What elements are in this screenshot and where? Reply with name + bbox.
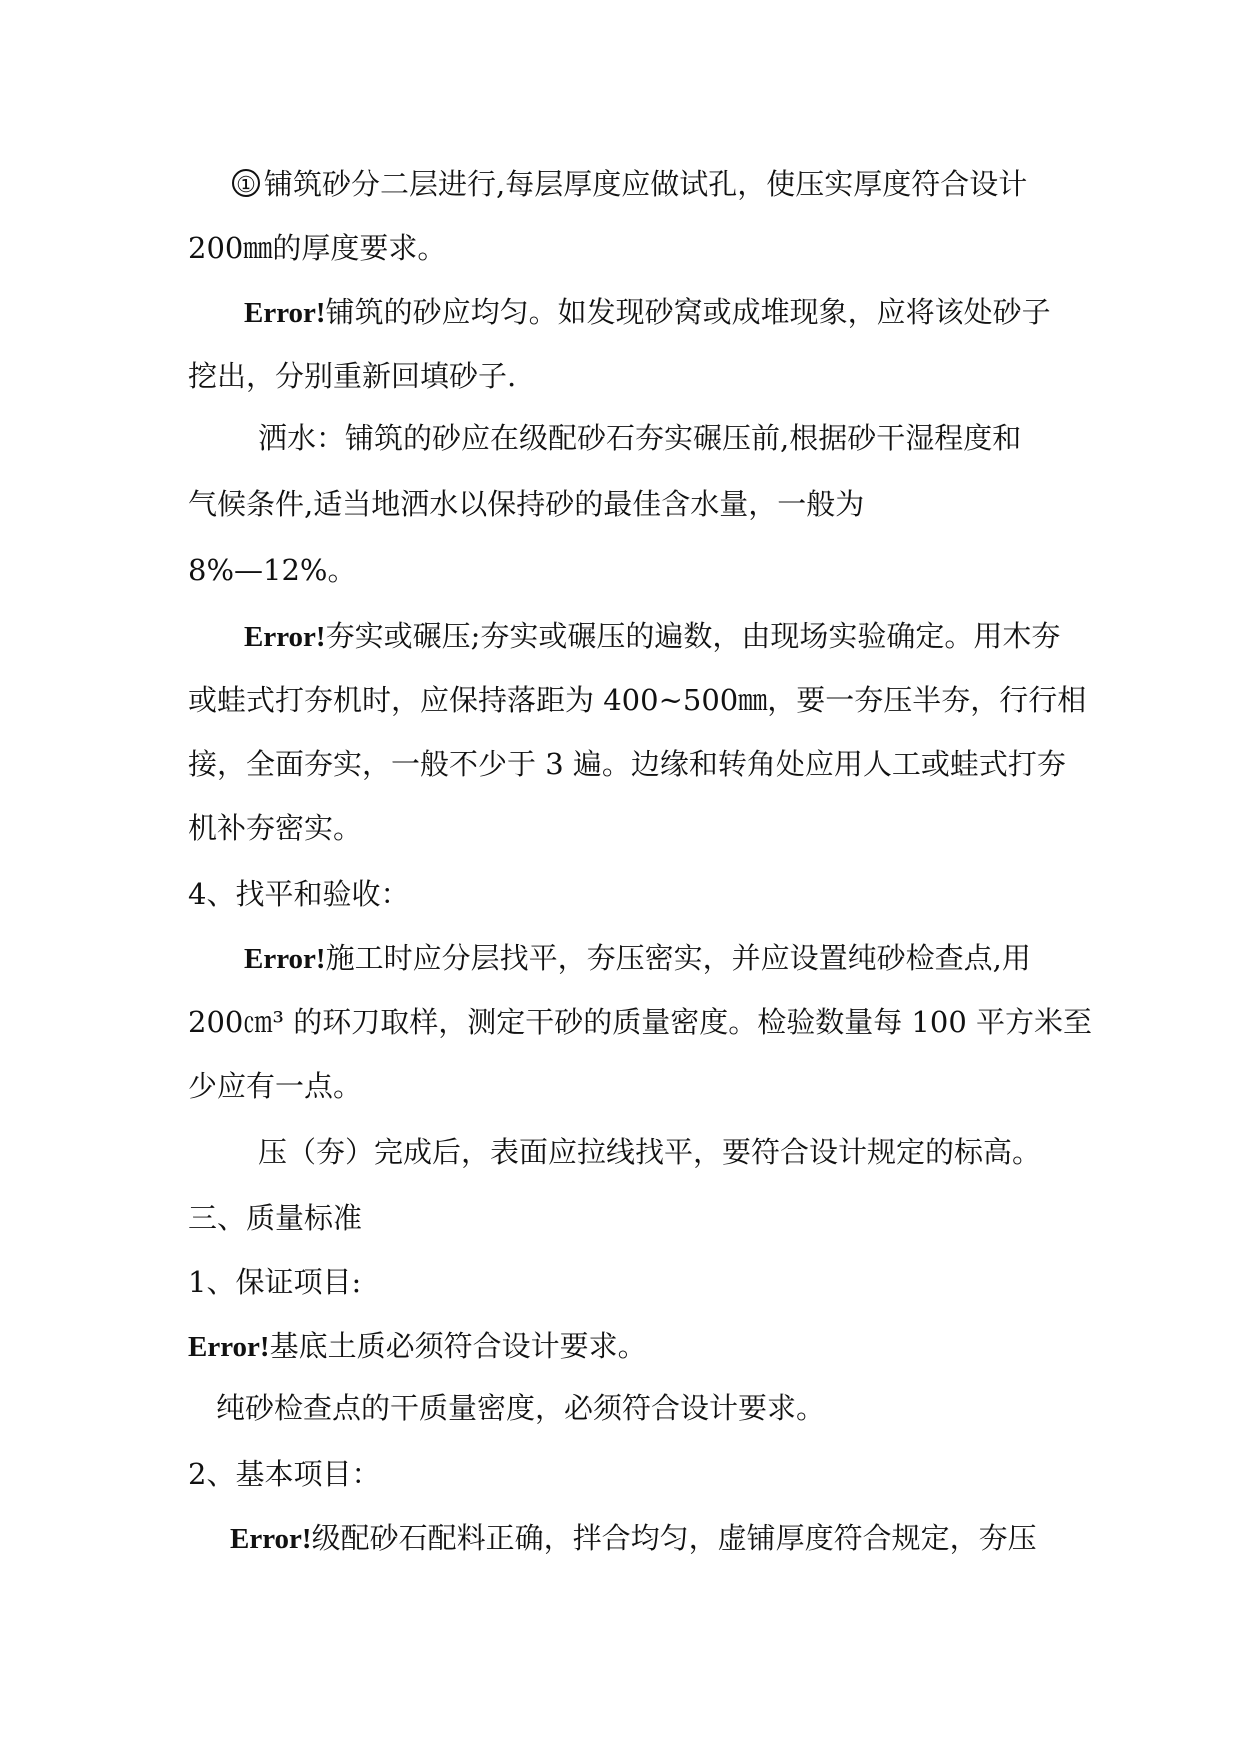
- paragraph-line: [188, 810, 362, 846]
- error-marker: Error!: [244, 297, 326, 329]
- line-text: 200㎝³ 的环刀取样，测定干砂的质量密度。检验数量每 100 平方米至: [188, 1005, 1092, 1039]
- line-text: 铺筑的砂应均匀。如发现砂窝或成堆现象，应将该处砂子: [325, 295, 1051, 329]
- line-text: 200㎜的厚度要求。: [188, 231, 447, 265]
- paragraph-line: [258, 1134, 1041, 1170]
- paragraph-line: [258, 420, 1021, 456]
- error-marker: Error!: [188, 1331, 270, 1363]
- paragraph-line: [244, 294, 1051, 331]
- line-text: 2、基本项目：: [188, 1457, 381, 1491]
- paragraph-line: [216, 1390, 825, 1426]
- line-text: 8%—12%。: [188, 553, 357, 587]
- line-text: 少应有一点。: [188, 1069, 363, 1103]
- paragraph-line: [188, 230, 446, 266]
- paragraph-line: [230, 1520, 1037, 1557]
- line-text: 洒水：铺筑的砂应在级配砂石夯实碾压前,根据砂干湿程度和: [258, 421, 1022, 455]
- line-text: 机补夯密实。: [188, 811, 363, 845]
- line-text: 4、找平和验收：: [188, 877, 410, 911]
- paragraph-line: [244, 618, 1060, 655]
- paragraph-line: [188, 746, 1066, 782]
- paragraph-line: [188, 552, 356, 588]
- subsection-heading: [188, 1264, 361, 1300]
- error-marker: Error!: [244, 621, 326, 653]
- paragraph-line: [188, 358, 516, 394]
- line-text: 压（夯）完成后，表面应拉线找平，要符合设计规定的标高。: [258, 1135, 1042, 1169]
- line-text: 挖出，分别重新回填砂子.: [188, 359, 517, 393]
- line-text: 基底土质必须符合设计要求。: [269, 1329, 647, 1363]
- error-marker: Error!: [244, 943, 326, 975]
- paragraph-line: [244, 940, 1031, 977]
- line-text: 接，全面夯实，一般不少于 3 遍。边缘和转角处应用人工或蛙式打夯: [188, 747, 1066, 781]
- line-text: 级配砂石配料正确，拌合均匀，虚铺厚度符合规定，夯压: [311, 1521, 1037, 1555]
- line-text: 夯实或碾压;夯实或碾压的遍数，由现场实验确定。用木夯: [325, 619, 1061, 653]
- paragraph-line: [188, 1328, 647, 1365]
- line-text: 铺筑砂分二层进行,每层厚度应做试孔，使压实厚度符合设计: [264, 167, 1028, 201]
- line-text: 三、质量标准: [188, 1201, 363, 1235]
- line-text: 气候条件,适当地洒水以保持砂的最佳含水量，一般为: [188, 487, 865, 521]
- paragraph-line: [188, 1068, 362, 1104]
- line-text: 纯砂检查点的干质量密度，必须符合设计要求。: [216, 1391, 826, 1425]
- line-text: 或蛙式打夯机时，应保持落距为 400~500㎜，要一夯压半夯，行行相: [188, 683, 1087, 717]
- line-text: 施工时应分层找平，夯压密实，并应设置纯砂检查点,用: [325, 941, 1031, 975]
- circled-number: ①: [232, 169, 260, 197]
- paragraph-line: [188, 1004, 1092, 1040]
- paragraph-line: [188, 486, 864, 522]
- subsection-heading: [188, 1456, 380, 1492]
- section-heading: [188, 1200, 362, 1236]
- error-marker: Error!: [230, 1523, 312, 1555]
- paragraph-line: [188, 682, 1086, 718]
- paragraph-line: [232, 166, 1027, 202]
- section-heading: [188, 876, 409, 912]
- line-text: 1、保证项目:: [188, 1265, 362, 1299]
